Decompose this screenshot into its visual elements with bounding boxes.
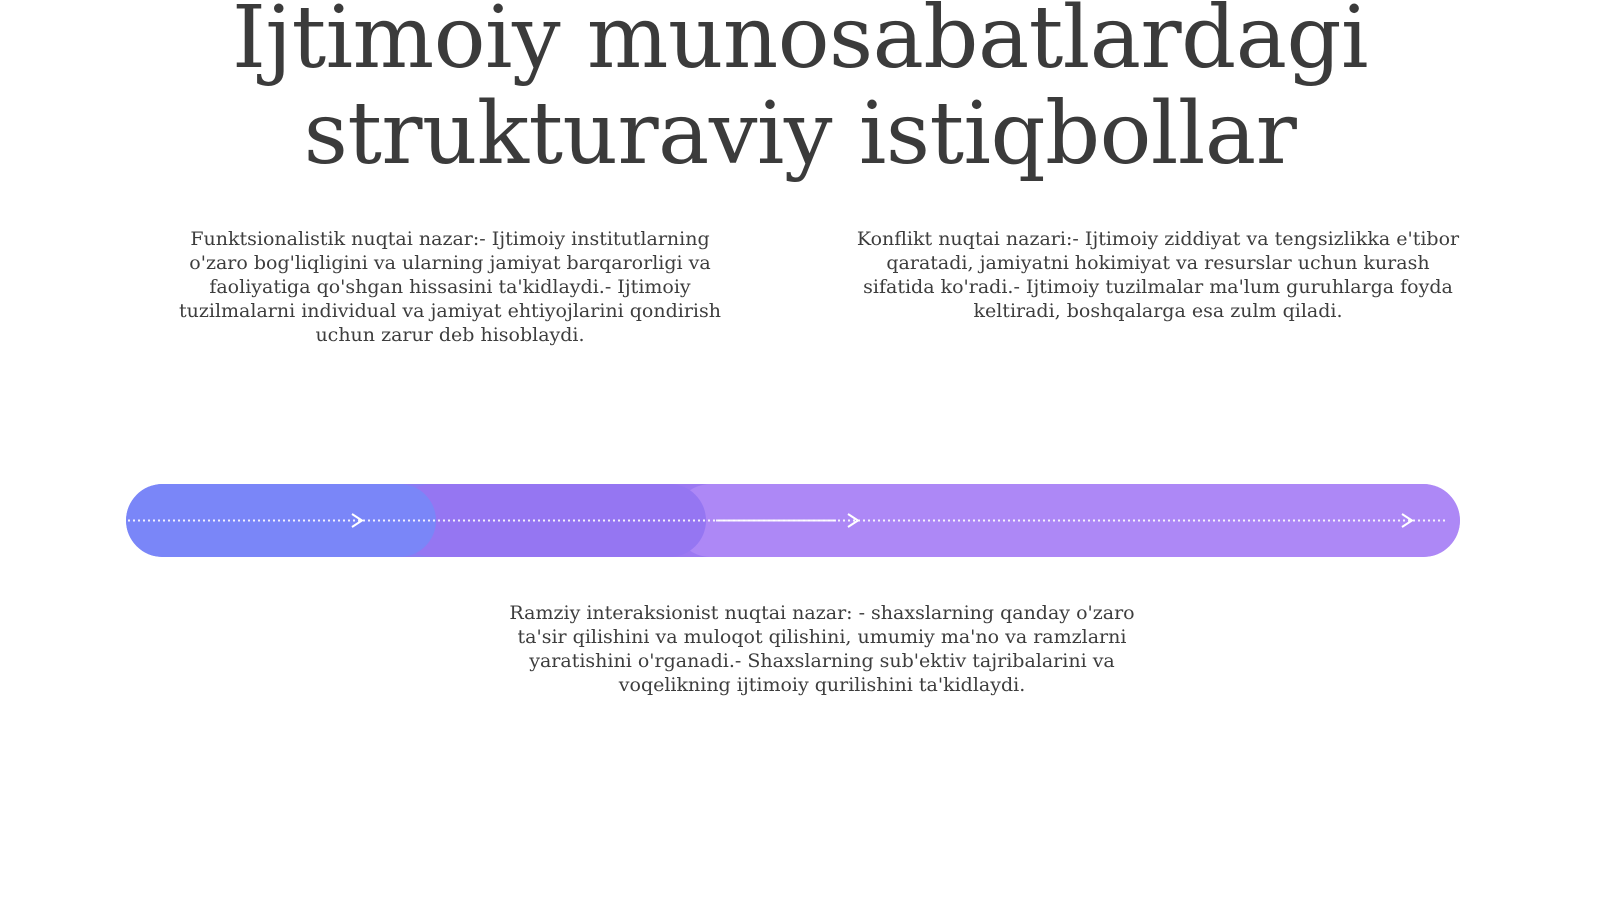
conflict-perspective-text: Konflikt nuqtai nazari:- Ijtimoiy ziddiyat va tengsizlikka e'tibor qaratadi, jamiyatni hokimiyat va resurslar uchun kurash sifatida ko'radi.- Ijtimoiy tuzilmalar ma'lum guruhlarga foyda keltiradi, boshqalarga esa zulm qiladi.: [856, 228, 1460, 322]
slide-title: Ijtimoiy munosabatlardagi strukturaviy istiqbollar: [231, 0, 1369, 184]
timeline-bar: [126, 484, 1460, 557]
timeline-arrows: [126, 484, 1460, 557]
symbolic-interactionist-text: Ramziy interaksionist nuqtai nazar: - shaxslarning qanday o'zaro ta'sir qilishini va muloqot qilishini, umumiy ma'no va ramzlarni yaratishini o'rganadi.- Shaxslarning sub'ektiv tajribalarini va voqelikning ijtimoiy qurilishini ta'kidlaydi.: [509, 602, 1135, 696]
functionalist-perspective-text: Funktsionalistik nuqtai nazar:- Ijtimoiy institutlarning o'zaro bog'liqligini va ularning jamiyat barqarorligi va faoliyatiga qo'shgan hissasini ta'kidlaydi.- Ijtimoiy tuzilmalarni individual va jamiyat ehtiyojlarini qondirish uchun zarur deb hisoblaydi.: [179, 228, 721, 346]
